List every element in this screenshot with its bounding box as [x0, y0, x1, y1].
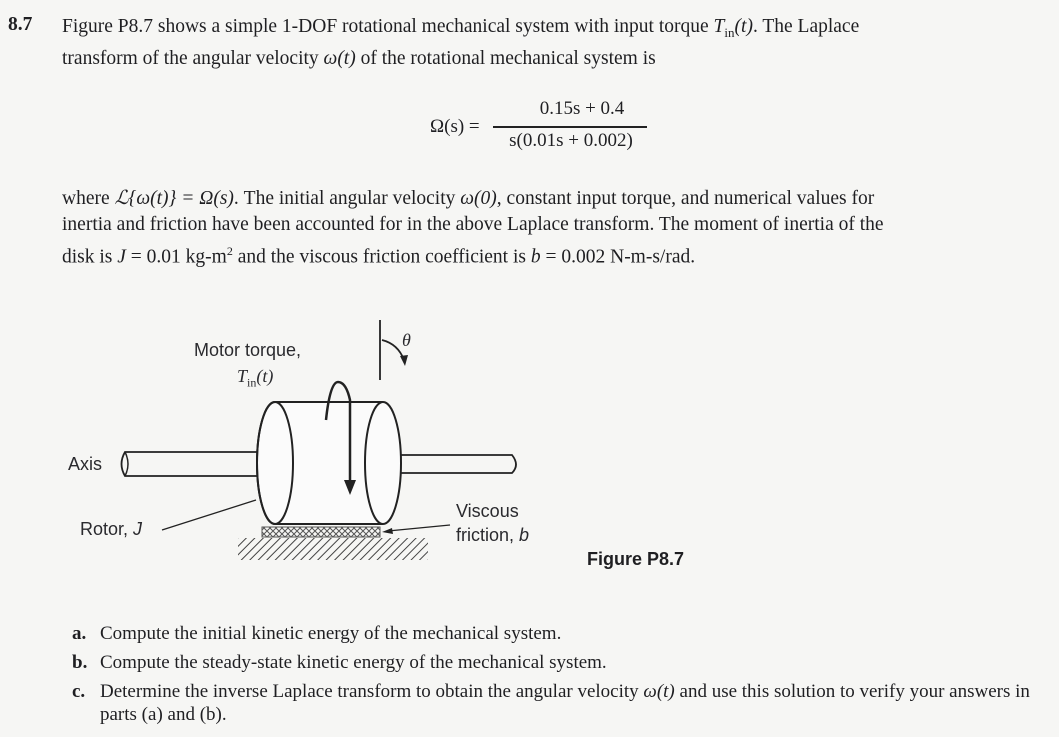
friction-value: = 0.002 N-m-s/rad.: [540, 246, 696, 268]
problem-description: [62, 186, 1037, 271]
desc-line-3c: and the viscous friction coefficient is: [232, 246, 531, 268]
rotor-leader: [162, 500, 256, 530]
figure-caption: Figure P8.7: [587, 549, 685, 569]
question-letter: a.: [72, 623, 87, 644]
axis-label: Axis: [68, 454, 103, 474]
problem-statement: [62, 14, 1037, 72]
exponent: 2: [226, 244, 233, 258]
question-a: [72, 622, 1032, 645]
t-subscript: in: [247, 375, 257, 390]
omega-t: ω(t): [643, 681, 675, 702]
intro-end: . The Laplace: [752, 16, 860, 37]
omega-zero: ω(0): [460, 188, 497, 209]
fraction-bar: [493, 126, 647, 128]
t-symbol: T: [237, 366, 248, 386]
question-letter: c.: [72, 681, 86, 702]
desc-line-2: inertia and friction have been accounted for in the above Laplace transform. The moment of inertia of the: [62, 214, 884, 235]
question-b: [72, 651, 1032, 674]
question-letter: b.: [72, 652, 88, 673]
desc-text-1: . The initial angular velocity: [233, 188, 461, 209]
equation-lhs: Ω(s) =: [430, 116, 480, 137]
desc-line-3a: disk is: [62, 246, 118, 268]
question-text: Determine the inverse Laplace transform to obtain the angular velocity: [100, 681, 644, 702]
t-argument: (t): [256, 366, 274, 386]
motor-torque-label: Motor torque,: [194, 340, 302, 360]
omega-t: ω(t): [323, 47, 356, 69]
viscous-text: Viscous: [456, 501, 519, 521]
theta-label: [402, 330, 411, 351]
desc-text-2: , constant input torque, and numerical values for: [496, 188, 875, 209]
rotor-cylinder: [365, 402, 401, 524]
laplace-equation: [430, 98, 670, 158]
equation-denominator: s(0.01s + 0.002): [509, 130, 633, 151]
rotor-j: J: [133, 519, 143, 539]
rotor-text: Rotor,: [80, 519, 134, 539]
figure-p8-7: [0, 300, 1059, 600]
where-text: where: [62, 188, 115, 209]
question-list: [72, 622, 1032, 732]
friction-leader: [388, 525, 450, 531]
equation-numerator: 0.15s + 0.4: [539, 98, 625, 119]
intro-line2-end: of the rotational mechanical system is: [355, 47, 656, 69]
torque-arg: (t): [734, 16, 753, 37]
torque-input-label: [237, 366, 273, 391]
friction-layer: [262, 527, 380, 537]
torque-subscript: in: [724, 24, 735, 40]
right-shaft: [400, 455, 516, 473]
ground-hatch: [238, 538, 428, 560]
intro-text: Figure P8.7 shows a simple 1-DOF rotational mechanical system with input torque: [62, 16, 714, 37]
friction-symbol: b: [530, 246, 541, 268]
rotor-diagram: [0, 300, 1059, 600]
torque-symbol: T: [713, 16, 725, 37]
question-text-end: and use this solution to verify your answers in parts (a) and (b).: [100, 681, 1030, 725]
rotor-label: [80, 519, 142, 540]
laplace-relation: ℒ{ω(t)} = Ω(s): [114, 188, 234, 209]
viscous-friction-label: [456, 499, 529, 547]
question-text: Compute the initial kinetic energy of the mechanical system.: [100, 623, 562, 644]
left-shaft: [122, 452, 261, 476]
friction-text: friction,: [456, 525, 520, 545]
inertia-value: = 0.01 kg-m: [125, 246, 227, 268]
friction-b: b: [519, 525, 530, 545]
theta-symbol: θ: [402, 330, 411, 350]
problem-number: 8.7: [8, 14, 33, 35]
question-c: [72, 680, 1032, 726]
question-text: Compute the steady-state kinetic energy of the mechanical system.: [100, 652, 607, 673]
inertia-symbol: J: [117, 246, 126, 268]
intro-line2: transform of the angular velocity: [62, 47, 324, 69]
